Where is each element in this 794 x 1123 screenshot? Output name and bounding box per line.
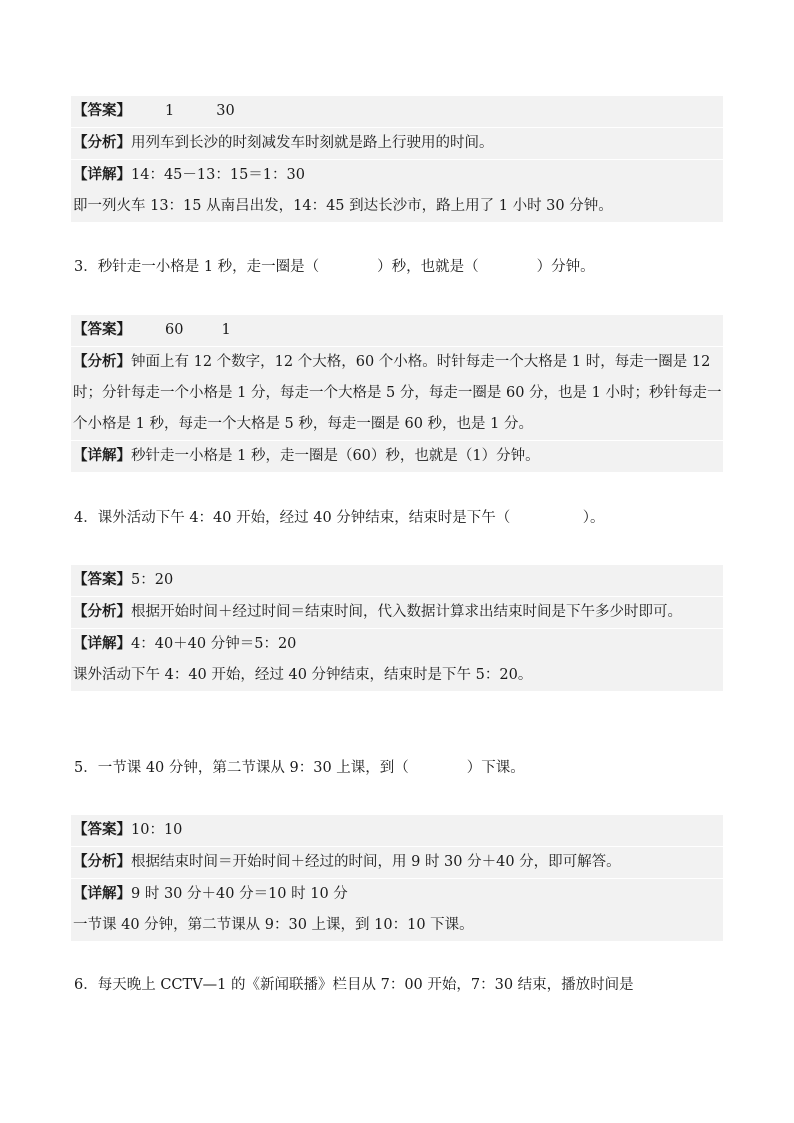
analysis-text: 根据开始时间＋经过时间＝结束时间，代入数据计算求出结束时间是下午多少时即可。 [131, 604, 682, 620]
answer-line [71, 565, 723, 597]
detail-text: 4：40＋40 分钟＝5：20 [131, 636, 297, 652]
analysis-line [71, 597, 723, 629]
detail-text: 14：45－13：15＝1：30 [131, 167, 305, 183]
detail-extra-line [71, 191, 723, 222]
analysis-line [71, 128, 723, 160]
analysis-tag: 【分析】 [73, 354, 131, 370]
detail-text: 9 时 30 分＋40 分＝10 时 10 分 [131, 886, 348, 902]
detail-extra-line [71, 660, 723, 691]
answer-tag: 【答案】 [73, 322, 131, 338]
analysis-text: 用列车到长沙的时刻减发车时刻就是路上行驶用的时间。 [131, 135, 494, 151]
q5-solution-block [71, 815, 723, 941]
detail-extra-text: 一节课 40 分钟，第二节课从 9：30 上课，到 10：10 下课。 [73, 917, 474, 933]
analysis-tag: 【分析】 [73, 135, 131, 151]
answer-tag: 【答案】 [73, 103, 131, 119]
detail-tag: 【详解】 [73, 886, 131, 902]
analysis-tag: 【分析】 [73, 854, 131, 870]
question-4: 4．课外活动下午 4：40 开始，经过 40 分钟结束，结束时是下午（ ）。 [74, 510, 605, 526]
analysis-text: 钟面上有 12 个数字，12 个大格，60 个小格。时针每走一个大格是 1 时，每走一圈是 12 时；分针每走一个小格是 1 分，每走一个大格是 5 分，每走一圈是 60 分，也是 1 小时；秒针每走一个小格是 1 秒，每走一个大格是 5 秒，每走一圈是 60 秒，也是 1 分。 [73, 354, 722, 432]
answer-text: 5：20 [131, 572, 174, 588]
detail-line [71, 629, 723, 660]
detail-tag: 【详解】 [73, 448, 131, 464]
detail-extra-text: 课外活动下午 4：40 开始，经过 40 分钟结束，结束时是下午 5：20。 [73, 667, 533, 683]
q2-solution-block [71, 96, 723, 222]
detail-extra-line [71, 910, 723, 941]
q4-solution-block [71, 565, 723, 691]
analysis-line [71, 347, 723, 441]
question-6: 6．每天晚上 CCTV—1 的《新闻联播》栏目从 7：00 开始，7：30 结束，播放时间是 [74, 977, 634, 993]
answer-text: 10：10 [131, 822, 183, 838]
analysis-line [71, 847, 723, 879]
detail-extra-text: 即一列火车 13：15 从南吕出发，14：45 到达长沙市，路上用了 1 小时 30 分钟。 [73, 198, 613, 214]
answer-line [71, 96, 723, 128]
answer-tag: 【答案】 [73, 572, 131, 588]
question-3: 3．秒针走一小格是 1 秒，走一圈是（ ）秒，也就是（ ）分钟。 [74, 259, 595, 275]
analysis-text: 根据结束时间＝开始时间＋经过的时间，用 9 时 30 分＋40 分，即可解答。 [131, 854, 621, 870]
question-5: 5．一节课 40 分钟，第二节课从 9：30 上课，到（ ）下课。 [74, 760, 525, 776]
detail-line [71, 879, 723, 910]
analysis-tag: 【分析】 [73, 604, 131, 620]
answer-value: 1 [165, 103, 175, 119]
answer-line [71, 315, 723, 347]
answer-value: 60 [165, 322, 184, 338]
answer-tag: 【答案】 [73, 822, 131, 838]
detail-tag: 【详解】 [73, 167, 131, 183]
answer-value: 30 [216, 103, 235, 119]
detail-text: 秒针走一小格是 1 秒，走一圈是（60）秒，也就是（1）分钟。 [131, 448, 540, 464]
detail-line [71, 441, 723, 472]
detail-tag: 【详解】 [73, 636, 131, 652]
answer-line [71, 815, 723, 847]
answer-value: 1 [221, 322, 231, 338]
detail-line [71, 160, 723, 191]
q3-solution-block [71, 315, 723, 472]
